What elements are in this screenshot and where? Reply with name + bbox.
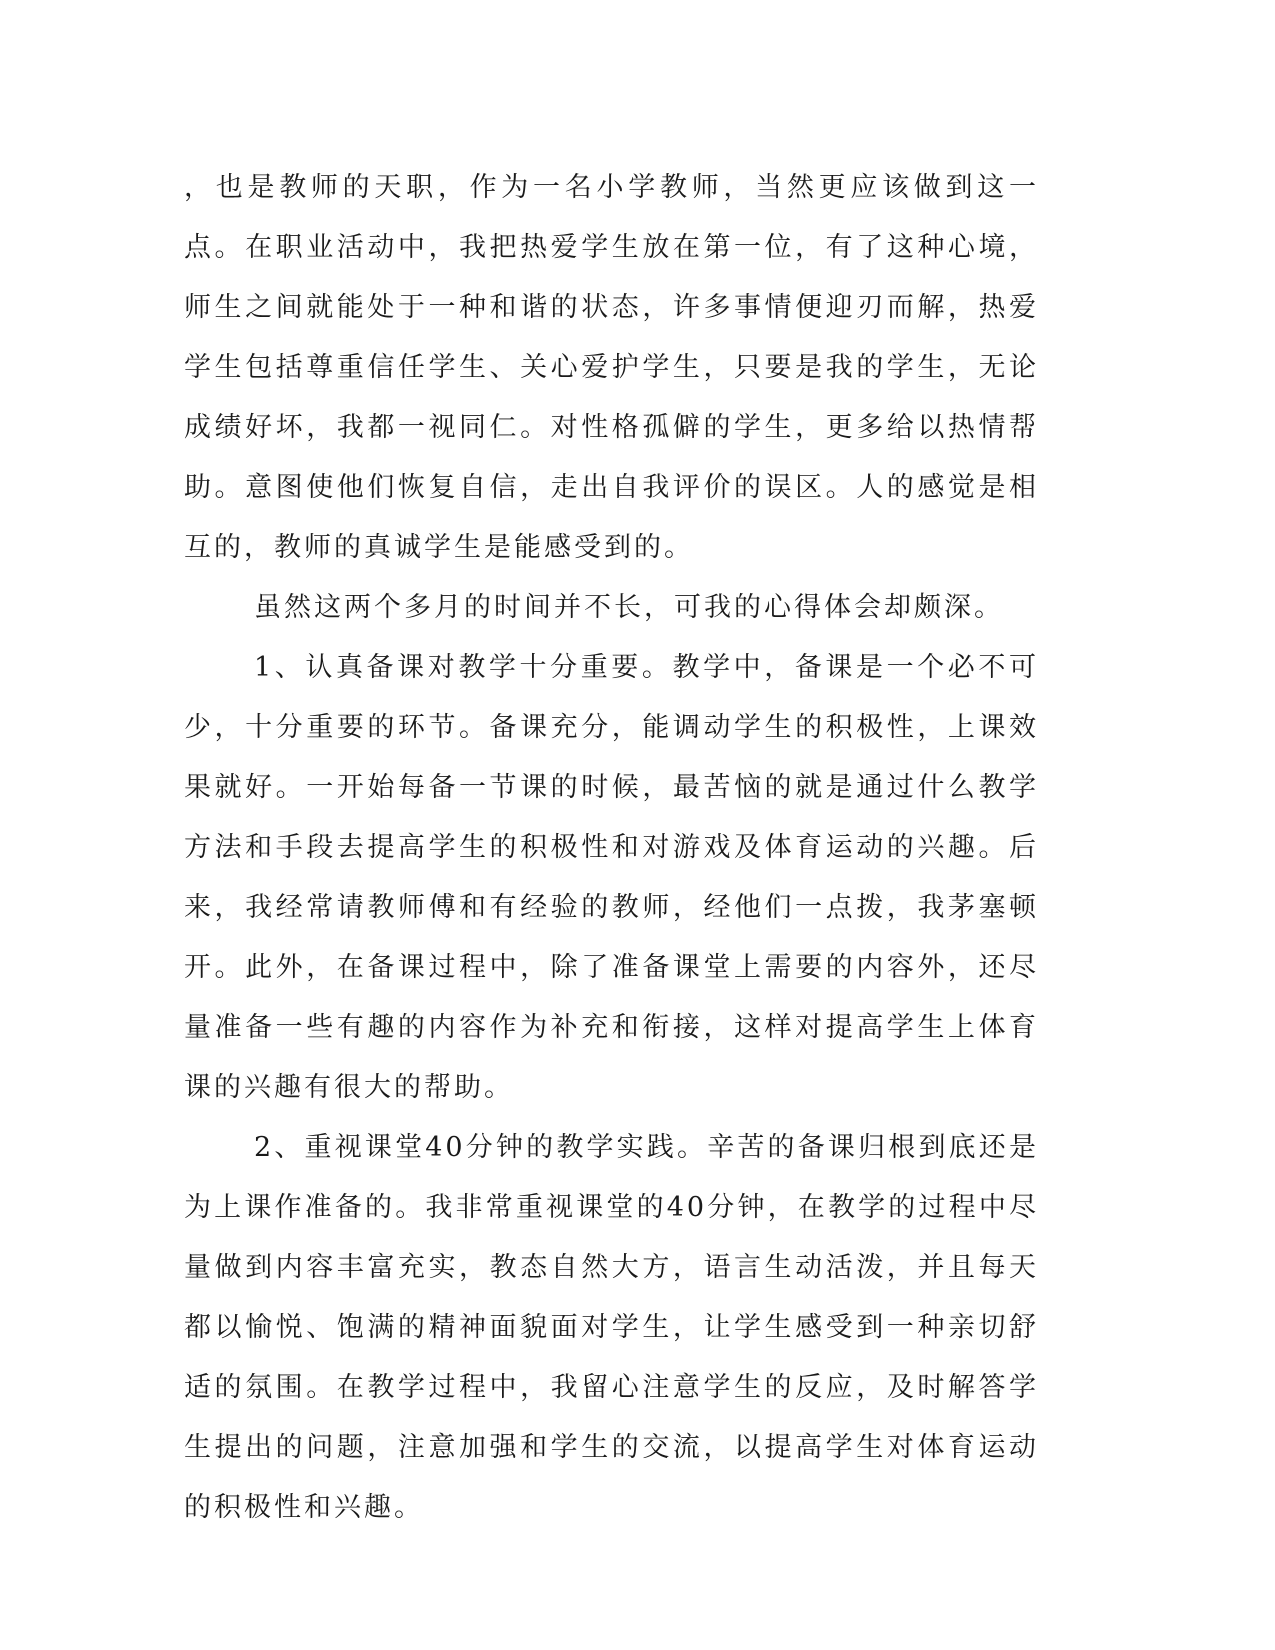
paragraph-1: ，也是教师的天职，作为一名小学教师，当然更应该做到这一点。在职业活动中，我把热爱学生放在第一位，有了这种心境，师生之间就能处于一种和谐的状态，许多事情便迎刃而解，热爱学生包括尊重信任学生、关心爱护学生，只要是我的学生，无论成绩好坏，我都一视同仁。对性格孤僻的学生，更多给以热情帮助。意图使他们恢复自信，走出自我评价的误区。人的感觉是相互的，教师的真诚学生是能感受到的。 (184, 172, 1039, 563)
paragraph-3: 1、认真备课对教学十分重要。教学中，备课是一个必不可少，十分重要的环节。备课充分，能调动学生的积极性，上课效果就好。一开始每备一节课的时候，最苦恼的就是通过什么教学方法和手段去提高学生的积极性和对游戏及体育运动的兴趣。后来，我经常请教师傅和有经验的教师，经他们一点拨，我茅塞顿开。此外，在备课过程中，除了准备课堂上需要的内容外，还尽量准备一些有趣的内容作为补充和衔接，这样对提高学生上体育课的兴趣有很大的帮助。 (184, 652, 1039, 1103)
paragraph-2: 虽然这两个多月的时间并不长，可我的心得体会却颇深。 (254, 592, 1004, 623)
paragraph-4: 2、重视课堂40分钟的教学实践。辛苦的备课归根到底还是为上课作准备的。我非常重视课堂的40分钟，在教学的过程中尽量做到内容丰富充实，教态自然大方，语言生动活泼，并且每天都以愉悦、饱满的精神面貌面对学生，让学生感受到一种亲切舒适的氛围。在教学过程中，我留心注意学生的反应，及时解答学生提出的问题，注意加强和学生的交流，以提高学生对体育运动的积极性和兴趣。 (184, 1132, 1039, 1523)
document-body (184, 158, 1039, 1538)
